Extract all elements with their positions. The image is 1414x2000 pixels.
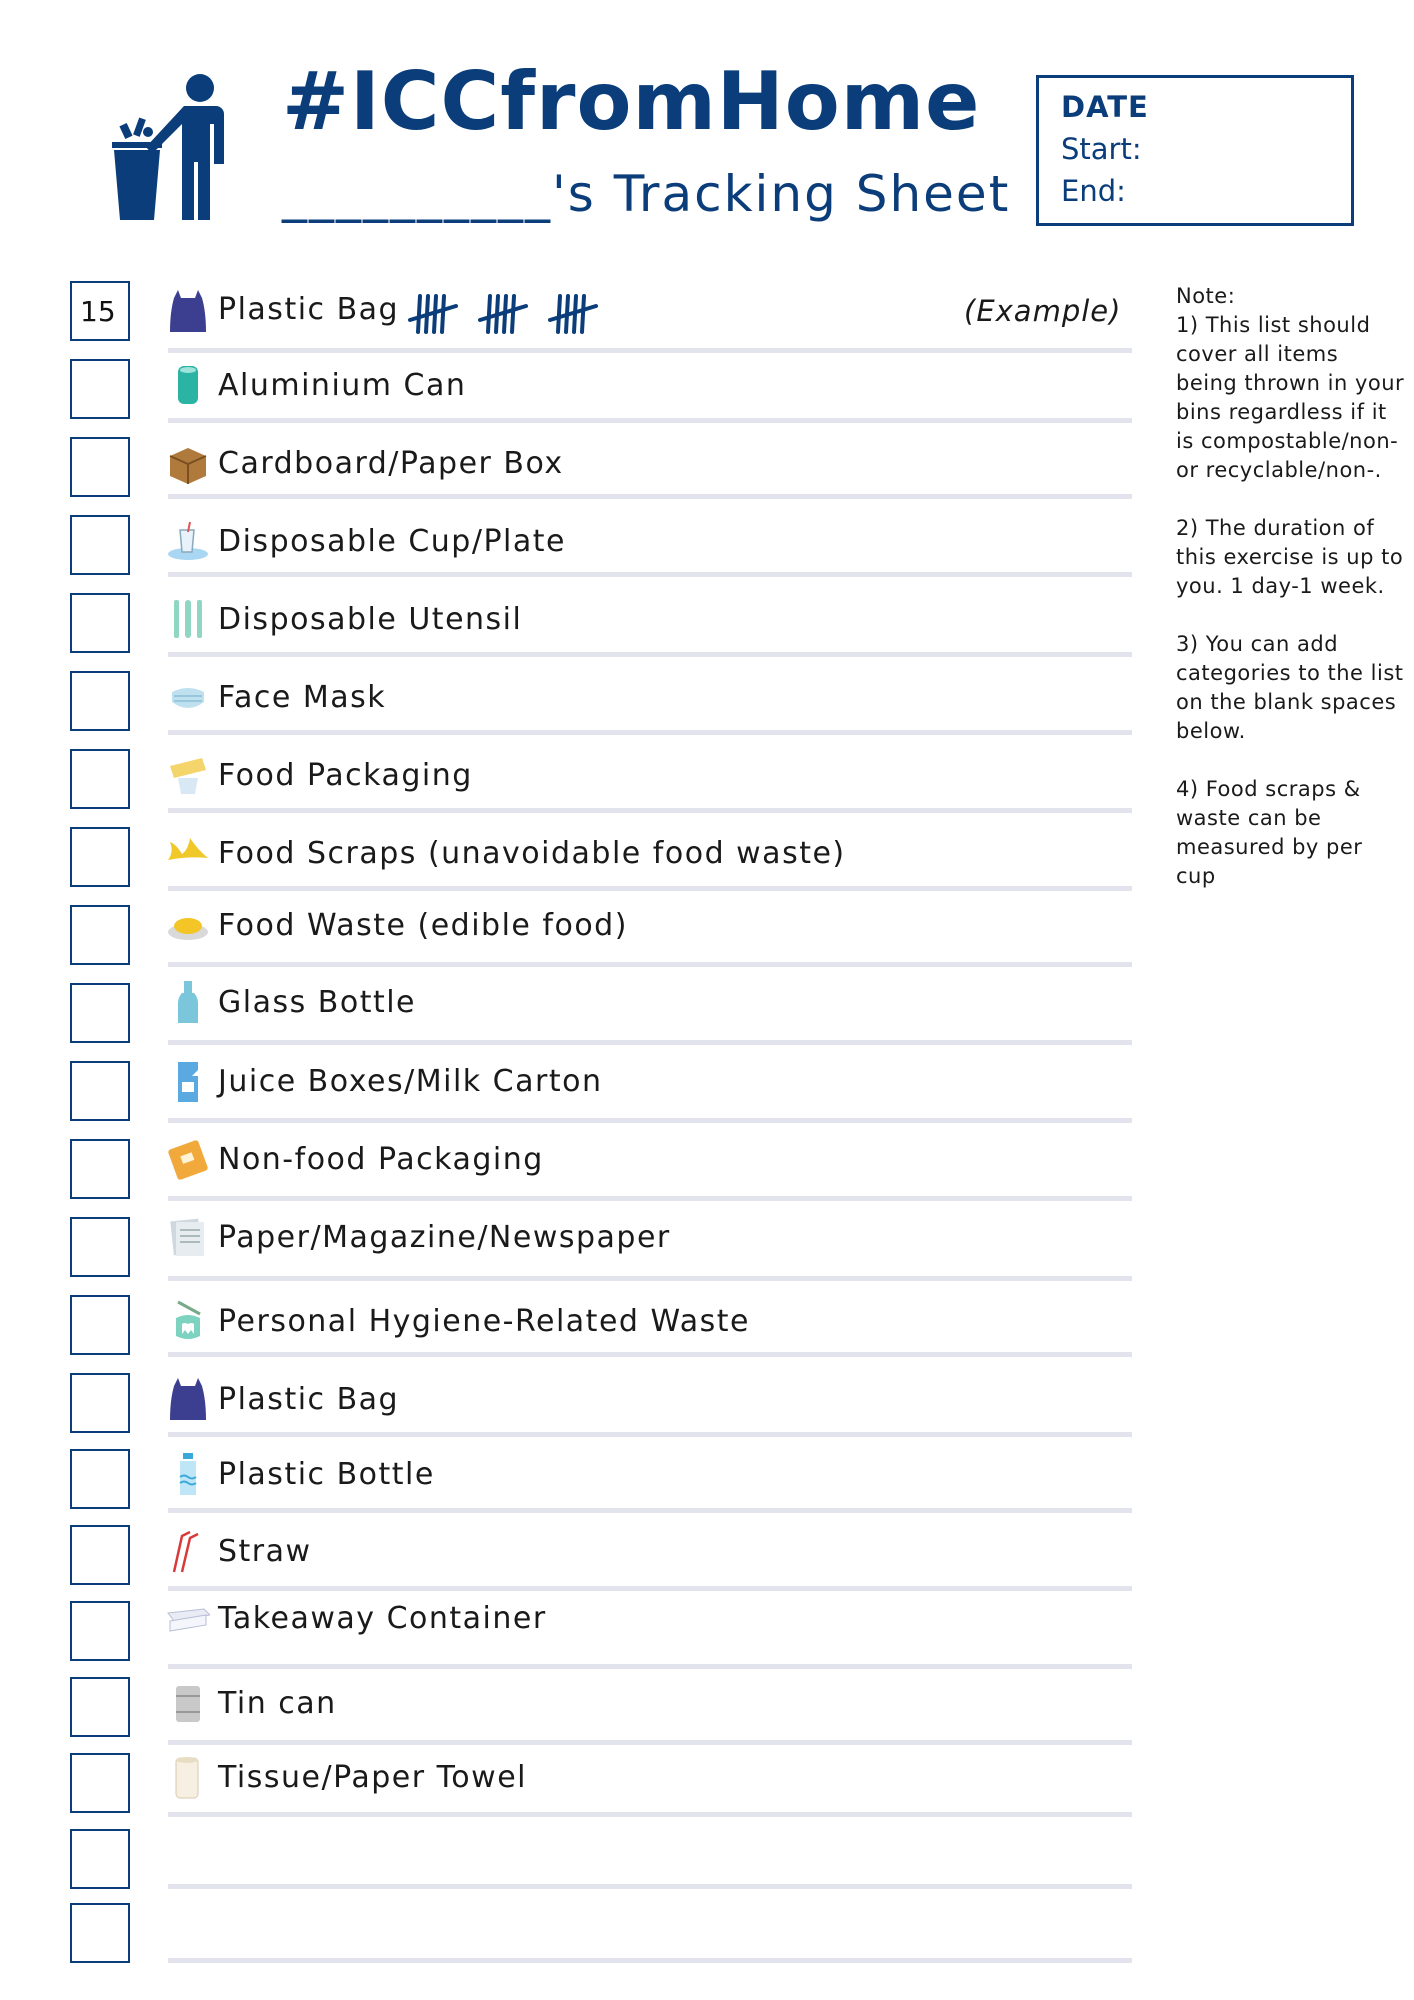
item-label: Food Packaging (218, 758, 473, 793)
item-label: Tin can (218, 1686, 337, 1721)
box-icon (166, 440, 210, 486)
row-divider (168, 1276, 1132, 1281)
row-divider (168, 1508, 1132, 1513)
item-label: Non-food Packaging (218, 1142, 544, 1177)
note-4: 4) Food scraps & waste can be measured by per cup (1176, 777, 1363, 888)
glass-bottle-icon (166, 979, 210, 1025)
count-box[interactable] (70, 1217, 130, 1277)
page-title: #ICCfromHome (282, 55, 981, 148)
count-box[interactable] (70, 671, 130, 731)
count-box[interactable] (70, 1295, 130, 1355)
row-divider (168, 1352, 1132, 1357)
item-label: Food Scraps (unavoidable food waste) (218, 836, 846, 871)
count-box[interactable] (70, 359, 130, 419)
row-divider (168, 1664, 1132, 1669)
utensil-icon (166, 596, 210, 642)
item-label: Takeaway Container (218, 1601, 547, 1636)
can-icon (166, 362, 210, 408)
count-box[interactable] (70, 1373, 130, 1433)
row-divider (168, 572, 1132, 577)
note-1: 1) This list should cover all items being thrown in your bins regardless if it is compostable/non- or recyclable/non-. (1176, 313, 1405, 482)
blank-count-box[interactable] (70, 1829, 130, 1889)
item-label: Glass Bottle (218, 985, 417, 1020)
item-label: Aluminium Can (218, 368, 467, 403)
notes-heading: Note: (1176, 284, 1236, 308)
straw-icon (166, 1528, 210, 1574)
count-box[interactable] (70, 1525, 130, 1585)
hygiene-icon (166, 1298, 210, 1344)
cup-plate-icon (166, 518, 210, 564)
item-label: Straw (218, 1534, 312, 1569)
food-packaging-icon (166, 752, 210, 798)
count-box[interactable] (70, 827, 130, 887)
row-divider (168, 730, 1132, 735)
row-divider (168, 652, 1132, 657)
row-divider (168, 1118, 1132, 1123)
count-box[interactable] (70, 593, 130, 653)
row-divider (168, 1586, 1132, 1591)
parcel-icon (166, 1136, 210, 1182)
row-divider (168, 1040, 1132, 1045)
example-item-label: Plastic Bag (218, 292, 400, 327)
plastic-bag-icon (166, 288, 210, 334)
row-divider (168, 1432, 1132, 1437)
count-box[interactable] (70, 437, 130, 497)
count-box[interactable] (70, 905, 130, 965)
count-box[interactable] (70, 983, 130, 1043)
recycle-person-logo-icon (112, 72, 232, 222)
count-box[interactable] (70, 1601, 130, 1661)
row-divider (168, 1196, 1132, 1201)
takeaway-container-icon (166, 1595, 210, 1641)
row-divider (168, 418, 1132, 423)
note-3: 3) You can add categories to the list on the blank spaces below. (1176, 632, 1404, 743)
milk-carton-icon (166, 1058, 210, 1104)
item-label: Plastic Bag (218, 1382, 400, 1417)
count-box[interactable] (70, 1677, 130, 1737)
date-end-label: End: (1061, 174, 1126, 208)
note-2: 2) The duration of this exercise is up to you. 1 day-1 week. (1176, 516, 1404, 598)
item-label: Disposable Utensil (218, 602, 523, 637)
banana-peel-icon (166, 830, 210, 876)
paper-icon (166, 1214, 210, 1260)
count-box[interactable] (70, 1139, 130, 1199)
face-mask-icon (166, 674, 210, 720)
row-divider (168, 1812, 1132, 1817)
item-label: Food Waste (edible food) (218, 908, 628, 943)
item-label: Personal Hygiene-Related Waste (218, 1304, 750, 1339)
example-count-box[interactable] (70, 281, 130, 341)
row-divider (168, 962, 1132, 967)
tally-marks (408, 290, 608, 338)
count-box[interactable] (70, 749, 130, 809)
count-box[interactable] (70, 1753, 130, 1813)
tracking-sheet-subtitle: __________'s Tracking Sheet (282, 165, 1011, 223)
blank-count-box[interactable] (70, 1903, 130, 1963)
date-start-label: Start: (1061, 132, 1142, 166)
item-label: Disposable Cup/Plate (218, 524, 566, 559)
count-box[interactable] (70, 1061, 130, 1121)
paper-towel-icon (166, 1754, 210, 1800)
row-divider (168, 808, 1132, 813)
date-box (1036, 75, 1354, 226)
count-box[interactable] (70, 1449, 130, 1509)
example-tag: (Example) (964, 294, 1122, 328)
row-divider (168, 886, 1132, 891)
example-count: 15 (80, 295, 116, 328)
row-divider (168, 1884, 1132, 1889)
row-divider (168, 1740, 1132, 1745)
plastic-bottle-icon (166, 1451, 210, 1497)
row-divider (168, 494, 1132, 499)
row-divider (168, 1958, 1132, 1963)
item-label: Cardboard/Paper Box (218, 446, 564, 481)
item-label: Tissue/Paper Towel (218, 1760, 527, 1795)
item-label: Paper/Magazine/Newspaper (218, 1220, 671, 1255)
row-divider (168, 348, 1132, 353)
food-plate-icon (166, 902, 210, 948)
date-title: DATE (1061, 90, 1149, 124)
item-label: Plastic Bottle (218, 1457, 435, 1492)
item-label: Face Mask (218, 680, 387, 715)
plastic-bag-icon (166, 1376, 210, 1422)
notes-panel (1176, 282, 1406, 920)
count-box[interactable] (70, 515, 130, 575)
item-label: Juice Boxes/Milk Carton (218, 1064, 603, 1099)
tin-can-icon (166, 1680, 210, 1726)
